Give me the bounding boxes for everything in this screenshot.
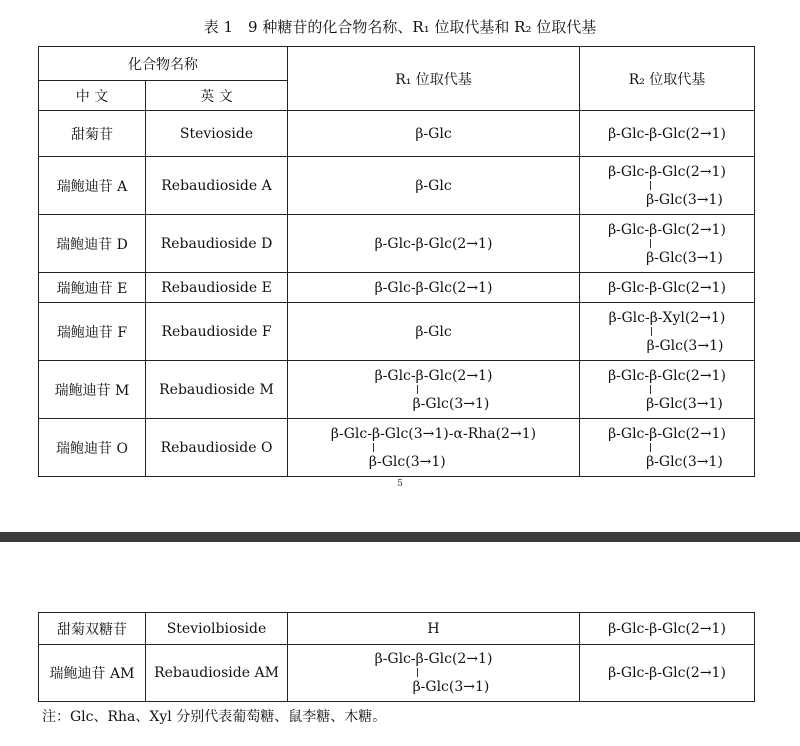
r1-cell — [288, 361, 580, 419]
header-r2: R₂ 位取代基 — [580, 47, 755, 111]
r2-cell-main-chain: β-Glc-β-Glc(2→1) — [608, 367, 726, 384]
r2-cell-text: β-Glc-β-Glc(2→1) — [608, 279, 726, 296]
branch-line — [373, 443, 374, 452]
branch-line — [650, 181, 651, 190]
r1-cell-text: H — [427, 620, 440, 637]
english-name-cell: Steviolbioside — [146, 613, 288, 645]
chinese-name-cell: 瑞鲍迪苷 E — [39, 273, 146, 303]
header-english: 英 文 — [146, 81, 288, 111]
table-row — [39, 303, 755, 361]
english-name-cell: Rebaudioside A — [146, 157, 288, 215]
chinese-name-cell: 瑞鲍迪苷 O — [39, 419, 146, 477]
english-name-cell: Stevioside — [146, 111, 288, 157]
chinese-name-cell: 瑞鲍迪苷 D — [39, 215, 146, 273]
r1-cell-text: β-Glc — [415, 125, 452, 142]
r1-cell-branch — [375, 362, 493, 418]
table-row — [39, 613, 755, 645]
english-name-cell: Rebaudioside F — [146, 303, 288, 361]
r2-cell — [580, 273, 755, 303]
branch-line — [650, 239, 651, 248]
r1-cell-text: β-Glc — [415, 323, 452, 340]
branch-line — [650, 443, 651, 452]
page-separator — [0, 532, 800, 542]
page-number: 5 — [397, 479, 403, 489]
r2-cell — [580, 303, 755, 361]
r2-cell-text: β-Glc-β-Glc(2→1) — [608, 125, 726, 142]
header-compound-name: 化合物名称 — [39, 47, 288, 81]
chinese-name-cell: 甜菊苷 — [39, 111, 146, 157]
r1-cell — [288, 645, 580, 702]
r2-cell-text: β-Glc-β-Glc(2→1) — [608, 620, 726, 637]
header-r1: R₁ 位取代基 — [288, 47, 580, 111]
r1-cell-text: β-Glc-β-Glc(2→1) — [374, 279, 493, 296]
r2-cell — [580, 645, 755, 702]
r1-cell — [288, 215, 580, 273]
substituent-table — [38, 46, 755, 477]
table-row — [39, 157, 755, 215]
r1-cell-branch-chain: β-Glc(3→1) — [412, 679, 490, 695]
r1-cell — [288, 111, 580, 157]
r2-cell-main-chain: β-Glc-β-Glc(2→1) — [608, 425, 726, 442]
table-row — [39, 111, 755, 157]
table-caption: 表 1 9 种糖苷的化合物名称、R₁ 位取代基和 R₂ 位取代基 — [203, 18, 597, 36]
r1-cell-main-chain: β-Glc-β-Glc(2→1) — [374, 651, 493, 667]
r2-cell — [580, 111, 755, 157]
table-note: 注：Glc、Rha、Xyl 分别代表葡萄糖、鼠李糖、木糖。 — [42, 709, 387, 725]
r2-cell-branch-chain: β-Glc(3→1) — [646, 395, 723, 412]
r1-cell — [288, 157, 580, 215]
header-chinese: 中 文 — [39, 81, 146, 111]
r1-cell — [288, 273, 580, 303]
r2-cell — [580, 613, 755, 645]
r2-cell-branch — [608, 158, 726, 214]
r1-cell-main-chain: β-Glc-β-Glc(2→1) — [374, 367, 493, 384]
chinese-name-cell: 瑞鲍迪苷 A — [39, 157, 146, 215]
english-name-cell: Rebaudioside AM — [146, 645, 288, 702]
english-name-cell: Rebaudioside M — [146, 361, 288, 419]
r2-cell — [580, 157, 755, 215]
r2-cell-main-chain: β-Glc-β-Glc(2→1) — [608, 221, 726, 238]
r2-cell — [580, 215, 755, 273]
r2-cell-branch — [608, 216, 726, 272]
r2-cell-branch-chain: β-Glc(3→1) — [646, 453, 723, 470]
chinese-name-cell: 瑞鲍迪苷 M — [39, 361, 146, 419]
r2-cell-main-chain: β-Glc-β-Xyl(2→1) — [608, 309, 726, 326]
r2-cell-branch — [609, 304, 726, 360]
branch-line — [650, 385, 651, 394]
r2-cell-branch — [608, 362, 726, 418]
r2-cell-text: β-Glc-β-Glc(2→1) — [608, 665, 726, 681]
r1-cell-text: β-Glc-β-Glc(2→1) — [374, 235, 493, 252]
r1-cell-branch-chain: β-Glc(3→1) — [368, 453, 446, 470]
table-row — [39, 215, 755, 273]
r1-cell — [288, 303, 580, 361]
r2-cell — [580, 419, 755, 477]
english-name-cell: Rebaudioside D — [146, 215, 288, 273]
r2-cell-main-chain: β-Glc-β-Glc(2→1) — [608, 163, 726, 180]
branch-line — [651, 327, 652, 336]
r1-cell-branch-chain: β-Glc(3→1) — [412, 395, 490, 412]
r1-cell-main-chain: β-Glc-β-Glc(3→1)-α-Rha(2→1) — [330, 425, 537, 442]
r1-cell-branch — [331, 420, 536, 476]
branch-line — [417, 668, 418, 677]
r2-cell-branch — [608, 420, 726, 476]
r1-cell-text: β-Glc — [415, 177, 452, 194]
r1-cell — [288, 613, 580, 645]
r1-cell — [288, 419, 580, 477]
r2-cell-branch-chain: β-Glc(3→1) — [646, 249, 723, 266]
english-name-cell: Rebaudioside O — [146, 419, 288, 477]
r2-cell — [580, 361, 755, 419]
table-row — [39, 273, 755, 303]
substituent-table-continued — [38, 612, 755, 702]
branch-line — [417, 385, 418, 394]
r2-cell-branch-chain: β-Glc(3→1) — [646, 191, 723, 208]
table-row — [39, 419, 755, 477]
table-row — [39, 645, 755, 702]
chinese-name-cell: 瑞鲍迪苷 F — [39, 303, 146, 361]
english-name-cell: Rebaudioside E — [146, 273, 288, 303]
r1-cell-branch — [375, 645, 493, 701]
r2-cell-branch-chain: β-Glc(3→1) — [646, 337, 724, 354]
chinese-name-cell: 甜菊双糖苷 — [39, 613, 146, 645]
table-row — [39, 361, 755, 419]
chinese-name-cell: 瑞鲍迪苷 AM — [39, 645, 146, 702]
